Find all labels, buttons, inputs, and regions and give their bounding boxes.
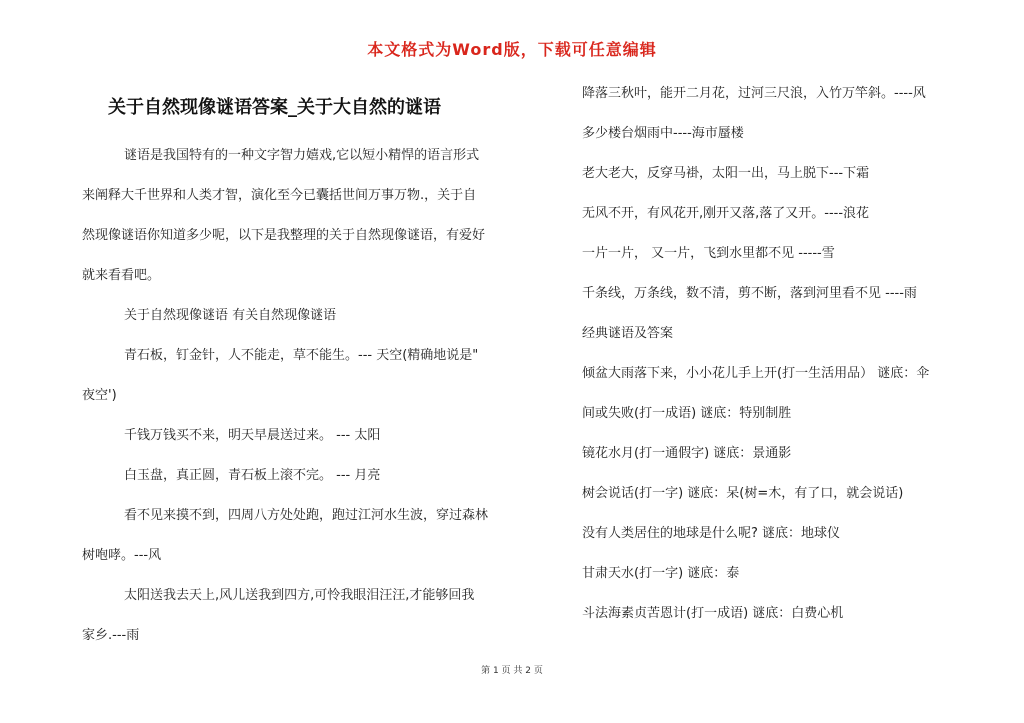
text-line: 家乡.---雨: [82, 628, 140, 643]
text-line: 看不见来摸不到，四周八方处处跑，跑过江河水生波，穿过森林: [124, 508, 489, 523]
text-line: 太阳送我去天上,风儿送我到四方,可怜我眼泪汪汪,才能够回我: [124, 588, 475, 603]
document-title: 关于自然现像谜语答案_关于大自然的谜语: [108, 97, 441, 118]
text-line: 然现像谜语你知道多少呢，以下是我整理的关于自然现像谜语，有爱好: [82, 228, 486, 243]
section-heading: 经典谜语及答案: [582, 326, 674, 341]
text-line: 千条线，万条线，数不清，剪不断，落到河里看不见 ----雨: [582, 286, 917, 301]
text-line: 无风不开，有风花开,刚开又落,落了又开。----浪花: [582, 206, 870, 221]
text-line: 甘肃天水(打一字) 谜底：泰: [582, 566, 740, 581]
text-line: 谜语是我国特有的一种文字智力嬉戏,它以短小精悍的语言形式: [124, 148, 480, 163]
text-line: 来阐释大千世界和人类才智，演化至今已囊括世间万事万物.，关于自: [82, 188, 477, 203]
text-line: 千钱万钱买不来，明天早晨送过来。 --- 太阳: [124, 428, 381, 443]
text-line: 倾盆大雨落下来，小小花儿手上开(打一生活用品） 谜底：伞: [582, 366, 930, 381]
text-line: 就来看看吧。: [82, 268, 161, 283]
page-number: 第 1 页 共 2 页: [481, 666, 543, 676]
text-line: 降落三秋叶，能开二月花，过河三尺浪，入竹万竿斜。----风: [582, 86, 926, 101]
text-line: 间或失败(打一成语) 谜底：特别制胜: [582, 406, 792, 421]
text-line: 没有人类居住的地球是什么呢? 谜底：地球仪: [582, 526, 841, 541]
download-banner: 本文格式为Word版，下载可任意编辑: [367, 40, 657, 59]
left-column: [82, 136, 502, 656]
text-line: 树咆哮。---风: [82, 548, 162, 563]
text-line: 关于自然现像谜语 有关自然现像谜语: [124, 308, 337, 323]
text-line: 老大老大，反穿马褂，太阳一出，马上脱下---下霜: [582, 166, 870, 181]
text-line: 夜空'): [82, 388, 117, 403]
text-line: 镜花水月(打一通假字) 谜底：景通影: [582, 446, 792, 461]
text-line: 斗法海素贞苦恩计(打一成语) 谜底：白费心机: [582, 606, 844, 621]
text-line: 一片一片， 又一片，飞到水里都不见 -----雪: [582, 246, 835, 261]
right-column: [582, 74, 962, 634]
text-line: 青石板，钉金针，人不能走，草不能生。--- 天空(精确地说是": [124, 348, 479, 363]
text-line: 多少楼台烟雨中----海市蜃楼: [582, 126, 744, 141]
text-line: 树会说话(打一字) 谜底：呆(树=木，有了口，就会说话): [582, 486, 904, 501]
text-line: 白玉盘，真正圆，青石板上滚不完。 --- 月亮: [124, 468, 381, 483]
